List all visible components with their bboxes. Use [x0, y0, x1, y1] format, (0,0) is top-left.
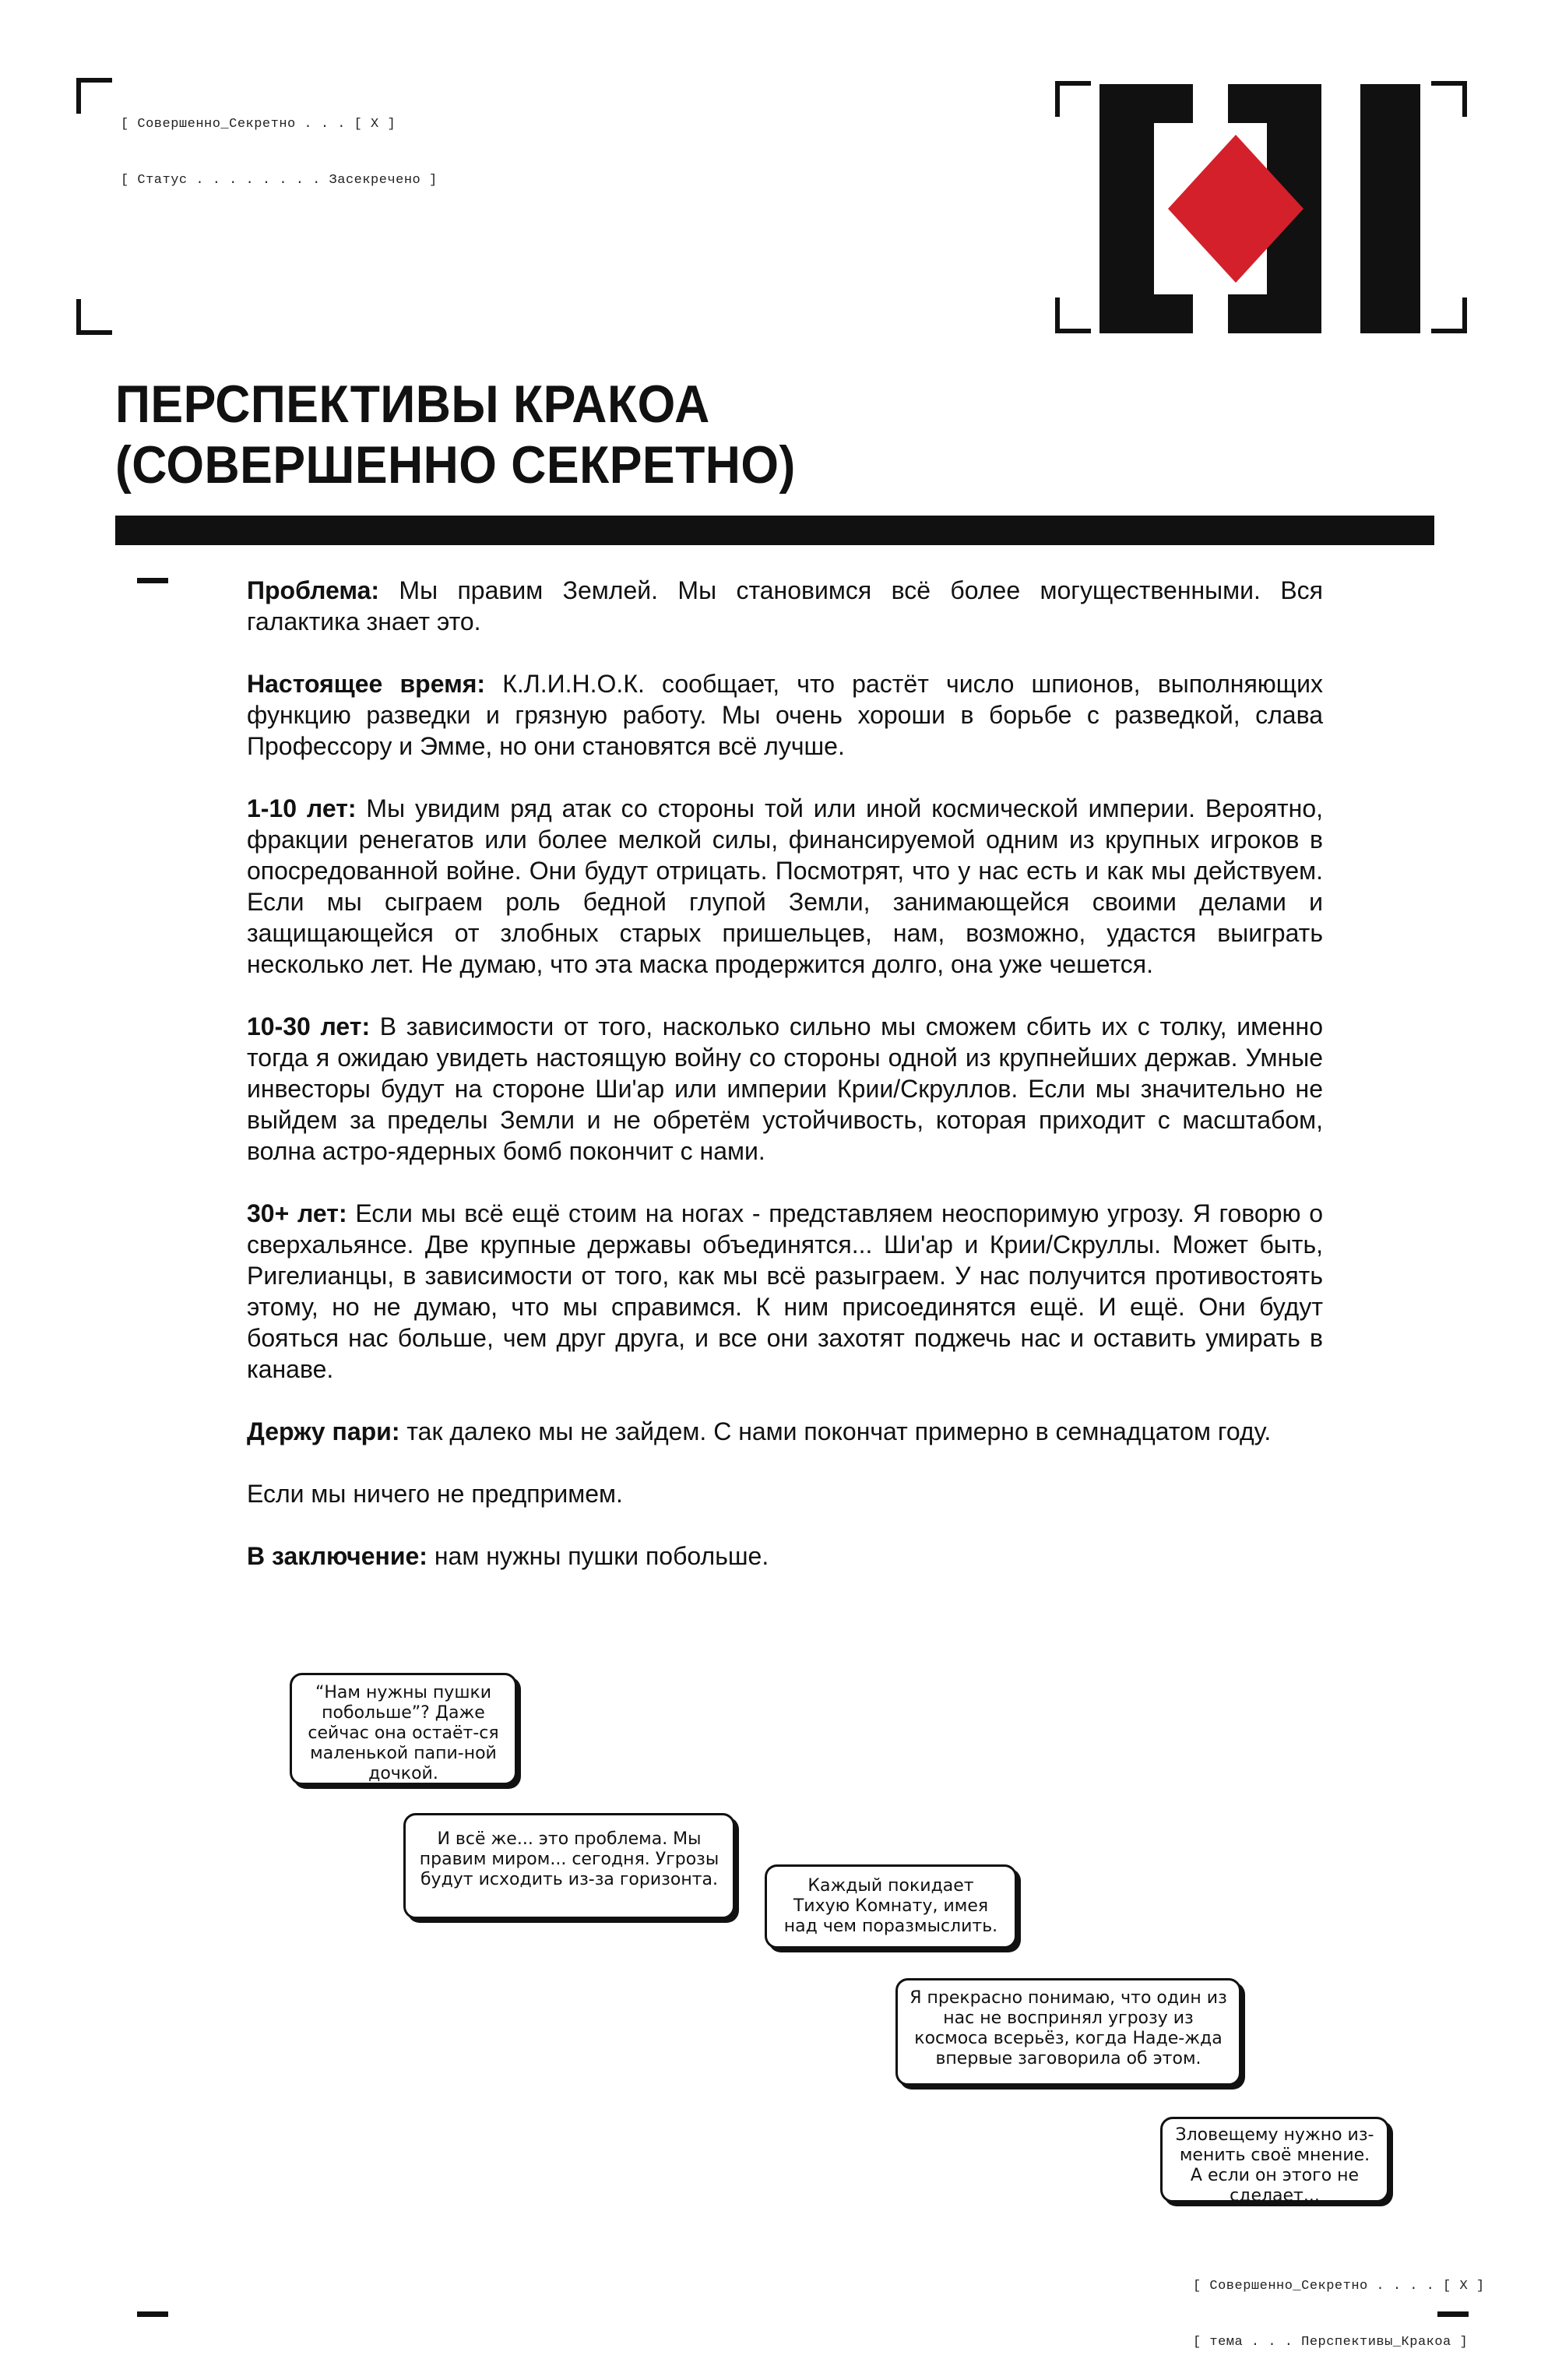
- section-text: так далеко мы не зайдем. С нами покончат примерно в семнадцатом году.: [399, 1417, 1272, 1445]
- logo-corner-bottom-right: [1431, 298, 1467, 333]
- section-bet: [247, 1416, 1323, 1447]
- title-line-1: ПЕРСПЕКТИВЫ КРАКОА: [115, 375, 710, 434]
- caption-bubble-3: Каждый покидает Тихую Комнату, имея над чем поразмыслить.: [765, 1864, 1017, 1949]
- caption-bubble-2: И всё же... это проблема. Мы правим миром... сегодня. Угрозы будут исходить из-за горизонта.: [403, 1813, 735, 1919]
- section-text: нам нужны пушки побольше.: [427, 1542, 769, 1570]
- section-present: [247, 668, 1323, 762]
- header-line-2: [ Статус . . . . . . . . Засекречено ]: [121, 173, 438, 188]
- caption-bubble-5: Зловещему нужно из-менить своё мнение. А если он этого не сделает...: [1160, 2117, 1389, 2202]
- section-10-30-years: [247, 1011, 1323, 1167]
- caption-bubble-1: “Нам нужны пушки побольше”? Даже сейчас она остаёт-ся маленькой папи-ной дочкой.: [290, 1673, 517, 1785]
- margin-dash-top: [137, 578, 168, 583]
- classification-footer: [1193, 2240, 1485, 2371]
- section-conclusion: [247, 1540, 1323, 1572]
- section-text: Мы увидим ряд атак со стороны той или иной космической империи. Вероятно, фракции ренегатов или более мелкой силы, финансируемой одним из крупных игроков в опосредованной войне. Они будут отрицать. Посмотрят, что у нас есть и как мы действуем. Если мы сыграем роль бедной глупой Земли, занимающейся своими делами и защищающейся от злобных старых пришельцев, нам, возможно, удастся выиграть несколько лет. Не думаю, что эта маска продержится долго, она уже чешется.: [247, 794, 1324, 978]
- section-30-plus-years: [247, 1198, 1323, 1385]
- section-label: Держу пари:: [247, 1417, 400, 1445]
- section-label: Проблема:: [247, 576, 380, 604]
- logo-corner-bottom-left: [1055, 298, 1091, 333]
- frame-corner-top-left: [76, 78, 112, 114]
- section-label: В заключение:: [247, 1542, 427, 1570]
- section-text: Если мы всё ещё стоим на ногах - представляем неоспоримую угрозу. Я говорю о сверхальянсе. Две крупные державы объединятся... Ши'ар и Крии/Скруллы. Может быть, Ригелианцы, в зависимости от того, как мы всё разыграем. У нас получится противостоять этому, но не думаю, что мы справимся. К ним присоединятся ещё. И ещё. Они будут бояться нас больше, чем друг друга, и все они захотят поджечь нас и оставить умирать в канаве.: [247, 1199, 1324, 1383]
- page-title: [115, 374, 796, 495]
- section-text: Если мы ничего не предпримем.: [247, 1480, 623, 1508]
- section-label: 30+ лет:: [247, 1199, 347, 1227]
- section-label: 1-10 лет:: [247, 794, 357, 822]
- footer-line-1: [ Совершенно_Секретно . . . . [ X ]: [1193, 2279, 1485, 2294]
- margin-dash-bottom-left: [137, 2311, 168, 2317]
- krakoa-logo-icon: [1099, 84, 1420, 333]
- section-text: В зависимости от того, насколько сильно мы сможем сбить их с толку, именно тогда я ожидаю увидеть настоящую войну со стороны одной из крупнейших держав. Умные инвесторы будут на стороне Ши'ар или империи Крии/Скруллов. Если мы значительно не выйдем за пределы Земли и не обретём устойчивость, которая приходит с масштабом, волна астро-ядерных бомб покончит с нами.: [247, 1012, 1324, 1165]
- caption-bubble-4: Я прекрасно понимаю, что один из нас не воспринял угрозу из космоса всерьёз, когда Наде-жда впервые заговорила об этом.: [895, 1978, 1241, 2086]
- footer-line-2: [ тема . . . Перспективы_Кракоа ]: [1193, 2335, 1469, 2350]
- section-1-10-years: [247, 793, 1323, 980]
- title-rule: [115, 516, 1434, 545]
- section-label: 10-30 лет:: [247, 1012, 371, 1040]
- margin-dash-bottom-right: [1437, 2311, 1469, 2317]
- section-text: К.Л.И.Н.О.К. сообщает, что растёт число шпионов, выполняющих функцию разведки и грязную работу. Мы очень хороши в борьбе с разведкой, слава Профессору и Эмме, но они становятся всё лучше.: [247, 670, 1323, 760]
- logo-corner-top-right: [1431, 81, 1467, 117]
- section-problem: [247, 575, 1323, 637]
- logo-corner-top-left: [1055, 81, 1091, 117]
- classification-header: [121, 78, 438, 209]
- section-label: Настоящее время:: [247, 670, 486, 698]
- header-line-1: [ Совершенно_Секретно . . . [ X ]: [121, 117, 396, 132]
- title-line-2: (СОВЕРШЕННО СЕКРЕТНО): [115, 435, 796, 495]
- section-text: Мы правим Землей. Мы становимся всё более могущественными. Вся галактика знает это.: [247, 576, 1323, 635]
- section-if-nothing: [247, 1478, 1323, 1509]
- report-body: [247, 575, 1323, 1603]
- frame-corner-bottom-left: [76, 299, 112, 335]
